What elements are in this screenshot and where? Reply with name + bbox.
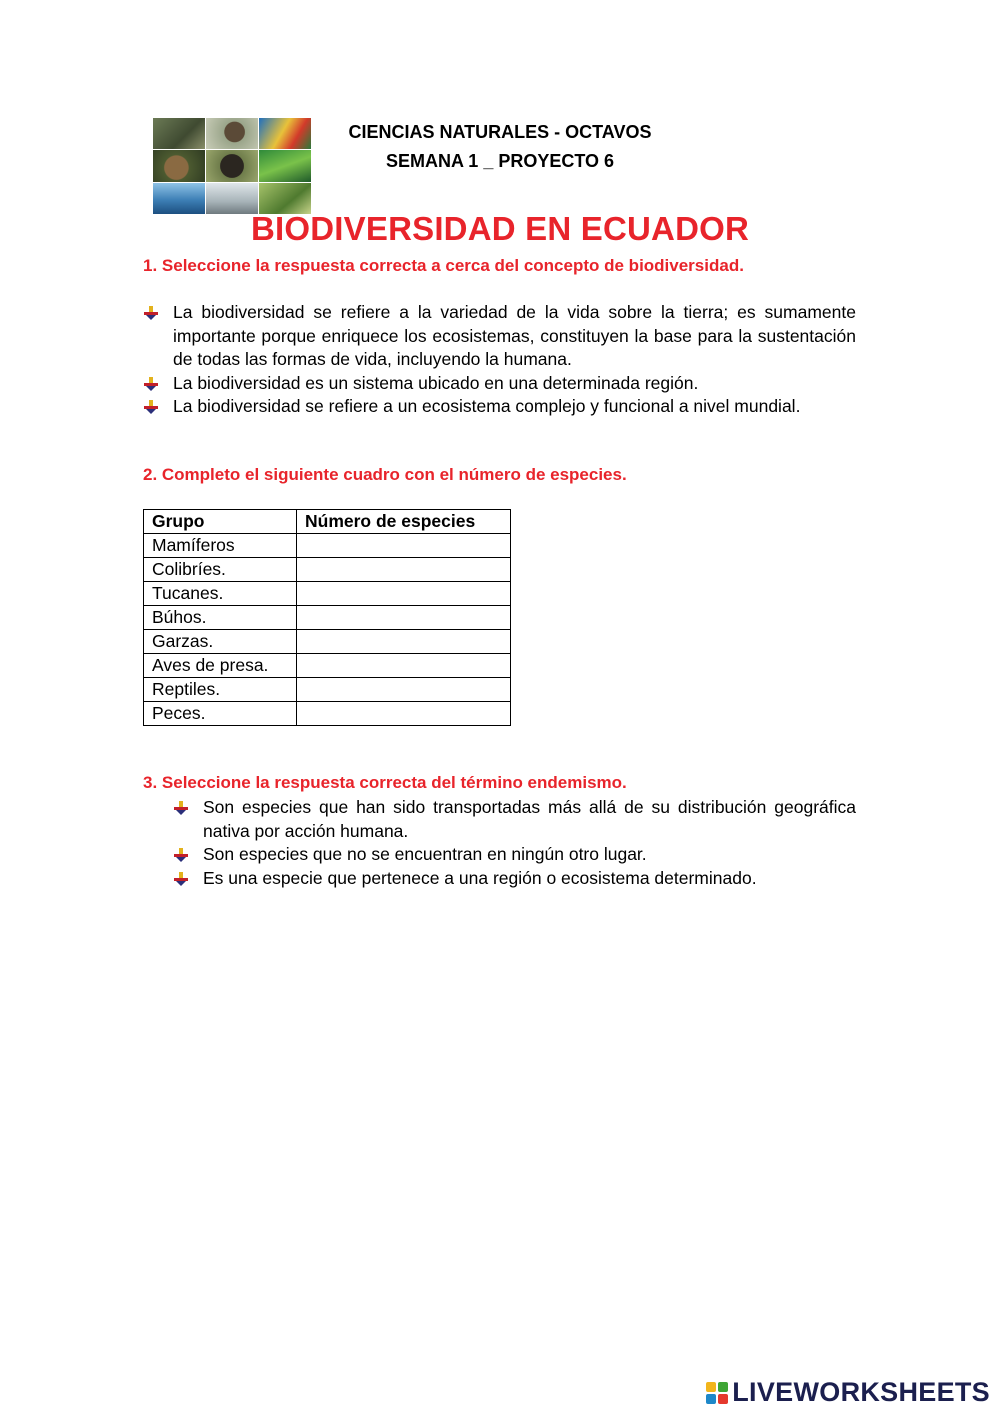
table-row [144, 702, 511, 726]
photo-toad [153, 150, 205, 181]
species-count-input[interactable] [297, 630, 511, 654]
group-cell: Aves de presa. [144, 654, 297, 678]
table-row [144, 678, 511, 702]
column-header-species-count: Número de especies [297, 510, 511, 534]
species-count-input[interactable] [297, 534, 511, 558]
option-text: La biodiversidad se refiere a la variedad de la vida sobre la tierra; es sumamente importante porque enriquece los ecosistemas, constituyen la base para la sustentación de todas las formas de vida, incluyendo la humana. [173, 302, 856, 369]
question-3-option[interactable] [173, 843, 856, 867]
liveworksheets-mark-icon [706, 1382, 728, 1404]
species-count-input[interactable] [297, 702, 511, 726]
question-3-option[interactable] [173, 796, 856, 843]
species-count-input[interactable] [297, 654, 511, 678]
group-cell: Tucanes. [144, 582, 297, 606]
table-row [144, 654, 511, 678]
table-row [144, 630, 511, 654]
page-title: BIODIVERSIDAD EN ECUADOR [250, 210, 749, 247]
table-row [144, 558, 511, 582]
table-row [144, 534, 511, 558]
question-3-options [173, 796, 856, 890]
group-cell: Búhos. [144, 606, 297, 630]
table-row [144, 582, 511, 606]
arrow-down-bullet-icon [143, 399, 159, 415]
species-table [143, 509, 511, 726]
question-1-options [143, 301, 856, 419]
arrow-down-bullet-icon [143, 305, 159, 321]
photo-bear [206, 150, 258, 181]
arrow-down-bullet-icon [173, 800, 189, 816]
option-text: La biodiversidad es un sistema ubicado en una determinada región. [173, 372, 699, 393]
question-1-prompt: 1. Seleccione la respuesta correcta a cerca del concepto de biodiversidad. [143, 256, 744, 275]
course-title: CIENCIAS NATURALES - OCTAVOS [348, 122, 652, 142]
option-text: La biodiversidad se refiere a un ecosistema complejo y funcional a nivel mundial. [173, 396, 801, 416]
question-2-prompt: 2. Completo el siguiente cuadro con el número de especies. [143, 465, 627, 484]
option-text: Son especies que no se encuentran en ningún otro lugar. [203, 844, 647, 864]
group-cell: Reptiles. [144, 678, 297, 702]
question-1-option[interactable] [143, 395, 856, 419]
column-header-group: Grupo [144, 510, 297, 534]
question-1-option[interactable] [143, 301, 856, 372]
question-3-prompt: 3. Seleccione la respuesta correcta del término endemismo. [143, 773, 627, 792]
option-text: Son especies que han sido transportadas más allá de su distribución geográfica nativa por acción humana. [203, 797, 856, 841]
photo-whale [153, 183, 205, 214]
arrow-down-bullet-icon [173, 871, 189, 887]
group-cell: Colibríes. [144, 558, 297, 582]
group-cell: Peces. [144, 702, 297, 726]
question-3-option[interactable] [173, 867, 856, 891]
group-cell: Mamíferos [144, 534, 297, 558]
species-count-input[interactable] [297, 582, 511, 606]
arrow-down-bullet-icon [143, 376, 159, 392]
question-1-option[interactable] [143, 372, 856, 396]
species-count-input[interactable] [297, 678, 511, 702]
option-text: Es una especie que pertenece a una región o ecosistema determinado. [203, 867, 757, 888]
liveworksheets-logo[interactable] [706, 1377, 990, 1408]
table-header-row [144, 510, 511, 534]
group-cell: Garzas. [144, 630, 297, 654]
brand-name: LIVEWORKSHEETS [732, 1377, 990, 1407]
biodiversity-photo-collage [153, 118, 311, 214]
species-count-input[interactable] [297, 606, 511, 630]
species-count-input[interactable] [297, 558, 511, 582]
photo-otter [206, 118, 258, 149]
table-row [144, 606, 511, 630]
photo-frog [153, 118, 205, 149]
week-project-label: SEMANA 1 _ PROYECTO 6 [385, 151, 615, 171]
arrow-down-bullet-icon [173, 847, 189, 863]
